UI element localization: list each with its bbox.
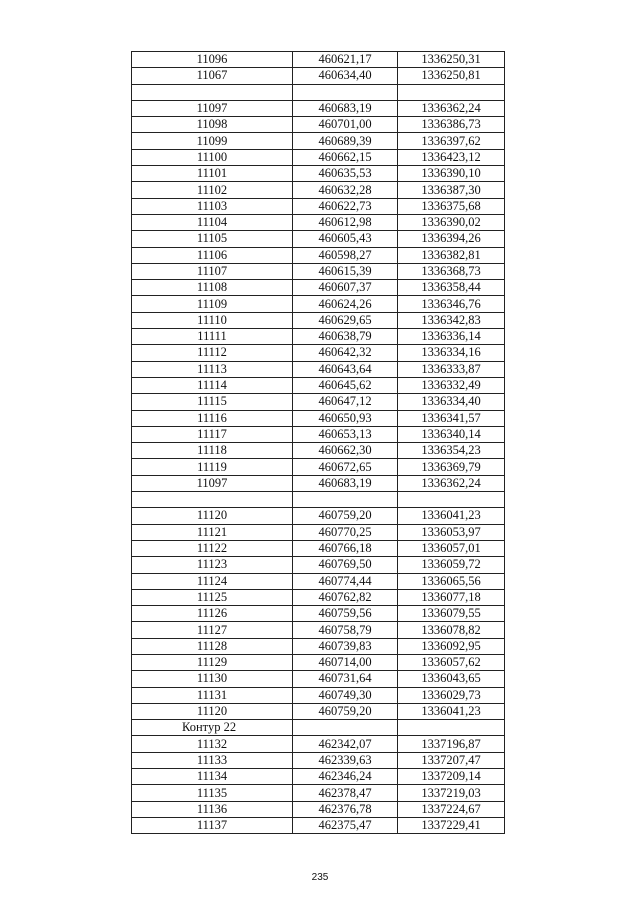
x-coordinate-cell: 460701,00 [293, 117, 398, 133]
table-row [132, 247, 505, 263]
table-row [132, 296, 505, 312]
point-number-cell: 11120 [132, 703, 293, 719]
x-coordinate-cell: 460634,40 [293, 68, 398, 84]
point-number-cell: 11111 [132, 329, 293, 345]
x-coordinate-cell: 460689,39 [293, 133, 398, 149]
table-row [132, 769, 505, 785]
table-row [132, 508, 505, 524]
x-coordinate-cell: 460638,79 [293, 329, 398, 345]
y-coordinate-cell: 1336369,79 [398, 459, 505, 475]
point-number-cell: 11067 [132, 68, 293, 84]
point-number-cell: 11110 [132, 312, 293, 328]
x-coordinate-cell: 460624,26 [293, 296, 398, 312]
table-row [132, 345, 505, 361]
x-coordinate-cell: 460605,43 [293, 231, 398, 247]
point-number-cell: 11129 [132, 654, 293, 670]
point-number-cell: 11097 [132, 475, 293, 491]
point-number-cell: 11121 [132, 524, 293, 540]
table-row [132, 68, 505, 84]
point-number-cell: 11116 [132, 410, 293, 426]
table-row [132, 443, 505, 459]
point-number-cell: 11137 [132, 817, 293, 833]
x-coordinate-cell: 460662,30 [293, 443, 398, 459]
x-coordinate-cell: 460647,12 [293, 394, 398, 410]
y-coordinate-cell: 1336368,73 [398, 263, 505, 279]
x-coordinate-cell [293, 84, 398, 100]
y-coordinate-cell: 1336336,14 [398, 329, 505, 345]
y-coordinate-cell: 1337209,14 [398, 769, 505, 785]
x-coordinate-cell: 460662,15 [293, 149, 398, 165]
y-coordinate-cell: 1337224,67 [398, 801, 505, 817]
y-coordinate-cell: 1336346,76 [398, 296, 505, 312]
point-number-cell: 11115 [132, 394, 293, 410]
x-coordinate-cell: 460774,44 [293, 573, 398, 589]
table-row [132, 687, 505, 703]
page-number: 235 [311, 872, 329, 883]
point-number-cell: 11107 [132, 263, 293, 279]
table-row [132, 394, 505, 410]
point-number-cell: 11134 [132, 769, 293, 785]
point-number-cell: 11136 [132, 801, 293, 817]
point-number-cell: 11109 [132, 296, 293, 312]
table-row [132, 182, 505, 198]
table-row [132, 263, 505, 279]
x-coordinate-cell: 462342,07 [293, 736, 398, 752]
x-coordinate-cell: 460770,25 [293, 524, 398, 540]
y-coordinate-cell: 1336057,62 [398, 654, 505, 670]
point-number-cell: 11128 [132, 638, 293, 654]
x-coordinate-cell [293, 492, 398, 508]
y-coordinate-cell: 1336382,81 [398, 247, 505, 263]
table-body [132, 52, 505, 834]
point-number-cell: 11099 [132, 133, 293, 149]
x-coordinate-cell: 460758,79 [293, 622, 398, 638]
point-number-cell: 11127 [132, 622, 293, 638]
y-coordinate-cell: 1336342,83 [398, 312, 505, 328]
point-number-cell: 11117 [132, 426, 293, 442]
table-row [132, 231, 505, 247]
table-row [132, 410, 505, 426]
point-number-cell: 11120 [132, 508, 293, 524]
y-coordinate-cell: 1336340,14 [398, 426, 505, 442]
x-coordinate-cell: 460749,30 [293, 687, 398, 703]
table-row [132, 671, 505, 687]
point-number-cell: 11118 [132, 443, 293, 459]
x-coordinate-cell: 460607,37 [293, 280, 398, 296]
y-coordinate-cell [398, 720, 505, 736]
table-row [132, 166, 505, 182]
point-number-cell: 11130 [132, 671, 293, 687]
y-coordinate-cell: 1336079,55 [398, 606, 505, 622]
y-coordinate-cell: 1336333,87 [398, 361, 505, 377]
table-row [132, 752, 505, 768]
x-coordinate-cell: 460650,93 [293, 410, 398, 426]
table-row [132, 377, 505, 393]
y-coordinate-cell: 1336394,26 [398, 231, 505, 247]
x-coordinate-cell: 460612,98 [293, 214, 398, 230]
point-number-cell: 11106 [132, 247, 293, 263]
x-coordinate-cell: 460615,39 [293, 263, 398, 279]
x-coordinate-cell: 460766,18 [293, 540, 398, 556]
point-number-cell: 11096 [132, 52, 293, 68]
y-coordinate-cell: 1336387,30 [398, 182, 505, 198]
table-row [132, 492, 505, 508]
x-coordinate-cell: 462375,47 [293, 817, 398, 833]
table-row [132, 606, 505, 622]
y-coordinate-cell: 1336065,56 [398, 573, 505, 589]
x-coordinate-cell: 460598,27 [293, 247, 398, 263]
point-number-cell: 11133 [132, 752, 293, 768]
point-number-cell: 11102 [132, 182, 293, 198]
point-number-cell: 11132 [132, 736, 293, 752]
point-number-cell: 11103 [132, 198, 293, 214]
x-coordinate-cell: 460643,64 [293, 361, 398, 377]
x-coordinate-cell: 460653,13 [293, 426, 398, 442]
point-number-cell [132, 492, 293, 508]
table-row [132, 117, 505, 133]
x-coordinate-cell: 460739,83 [293, 638, 398, 654]
table-row [132, 524, 505, 540]
point-number-cell: 11100 [132, 149, 293, 165]
point-number-cell: 11135 [132, 785, 293, 801]
x-coordinate-cell [293, 720, 398, 736]
point-number-cell [132, 84, 293, 100]
table-row [132, 540, 505, 556]
table-row [132, 84, 505, 100]
table-row [132, 736, 505, 752]
point-number-cell: 11125 [132, 589, 293, 605]
y-coordinate-cell: 1336057,01 [398, 540, 505, 556]
y-coordinate-cell: 1336250,31 [398, 52, 505, 68]
x-coordinate-cell: 460759,20 [293, 703, 398, 719]
coordinates-table [131, 51, 505, 834]
y-coordinate-cell: 1336358,44 [398, 280, 505, 296]
y-coordinate-cell: 1337207,47 [398, 752, 505, 768]
point-number-cell: 11098 [132, 117, 293, 133]
table-row [132, 703, 505, 719]
table-row [132, 214, 505, 230]
point-number-cell: 11097 [132, 100, 293, 116]
y-coordinate-cell: 1337229,41 [398, 817, 505, 833]
point-number-cell: 11101 [132, 166, 293, 182]
y-coordinate-cell [398, 84, 505, 100]
x-coordinate-cell: 460642,32 [293, 345, 398, 361]
table-row [132, 801, 505, 817]
y-coordinate-cell: 1336375,68 [398, 198, 505, 214]
table-row [132, 149, 505, 165]
y-coordinate-cell: 1336397,62 [398, 133, 505, 149]
x-coordinate-cell: 460759,20 [293, 508, 398, 524]
y-coordinate-cell: 1336362,24 [398, 475, 505, 491]
point-number-cell: 11113 [132, 361, 293, 377]
table-row [132, 720, 505, 736]
y-coordinate-cell: 1336043,65 [398, 671, 505, 687]
x-coordinate-cell: 460635,53 [293, 166, 398, 182]
table-row [132, 817, 505, 833]
table-row [132, 329, 505, 345]
point-number-cell: 11114 [132, 377, 293, 393]
y-coordinate-cell: 1336386,73 [398, 117, 505, 133]
y-coordinate-cell: 1337196,87 [398, 736, 505, 752]
x-coordinate-cell: 460769,50 [293, 557, 398, 573]
y-coordinate-cell: 1337219,03 [398, 785, 505, 801]
y-coordinate-cell: 1336059,72 [398, 557, 505, 573]
x-coordinate-cell: 460629,65 [293, 312, 398, 328]
x-coordinate-cell: 460632,28 [293, 182, 398, 198]
y-coordinate-cell: 1336077,18 [398, 589, 505, 605]
y-coordinate-cell: 1336250,81 [398, 68, 505, 84]
point-number-cell: 11119 [132, 459, 293, 475]
table-row [132, 52, 505, 68]
point-number-cell: 11123 [132, 557, 293, 573]
table-row [132, 280, 505, 296]
table-row [132, 198, 505, 214]
x-coordinate-cell: 460683,19 [293, 475, 398, 491]
point-number-cell: 11131 [132, 687, 293, 703]
x-coordinate-cell: 462376,78 [293, 801, 398, 817]
x-coordinate-cell: 462339,63 [293, 752, 398, 768]
x-coordinate-cell: 460714,00 [293, 654, 398, 670]
y-coordinate-cell: 1336362,24 [398, 100, 505, 116]
table-row [132, 361, 505, 377]
table-row [132, 459, 505, 475]
table-row [132, 654, 505, 670]
table-row [132, 622, 505, 638]
y-coordinate-cell: 1336092,95 [398, 638, 505, 654]
table-row [132, 638, 505, 654]
y-coordinate-cell: 1336341,57 [398, 410, 505, 426]
table-row [132, 785, 505, 801]
x-coordinate-cell: 460622,73 [293, 198, 398, 214]
x-coordinate-cell: 460759,56 [293, 606, 398, 622]
x-coordinate-cell: 460683,19 [293, 100, 398, 116]
x-coordinate-cell: 462378,47 [293, 785, 398, 801]
y-coordinate-cell: 1336334,40 [398, 394, 505, 410]
y-coordinate-cell: 1336354,23 [398, 443, 505, 459]
y-coordinate-cell: 1336053,97 [398, 524, 505, 540]
table-row [132, 475, 505, 491]
point-number-cell: 11105 [132, 231, 293, 247]
y-coordinate-cell: 1336332,49 [398, 377, 505, 393]
x-coordinate-cell: 460645,62 [293, 377, 398, 393]
point-number-cell: 11124 [132, 573, 293, 589]
y-coordinate-cell: 1336334,16 [398, 345, 505, 361]
x-coordinate-cell: 462346,24 [293, 769, 398, 785]
table-row [132, 100, 505, 116]
table-row [132, 426, 505, 442]
table-row [132, 312, 505, 328]
y-coordinate-cell: 1336078,82 [398, 622, 505, 638]
table-row [132, 557, 505, 573]
y-coordinate-cell: 1336029,73 [398, 687, 505, 703]
y-coordinate-cell: 1336390,10 [398, 166, 505, 182]
point-number-cell: Контур 22 [132, 720, 293, 736]
point-number-cell: 11108 [132, 280, 293, 296]
table-row [132, 589, 505, 605]
x-coordinate-cell: 460762,82 [293, 589, 398, 605]
table-row [132, 133, 505, 149]
y-coordinate-cell: 1336041,23 [398, 703, 505, 719]
y-coordinate-cell: 1336041,23 [398, 508, 505, 524]
y-coordinate-cell: 1336390,02 [398, 214, 505, 230]
x-coordinate-cell: 460621,17 [293, 52, 398, 68]
x-coordinate-cell: 460672,65 [293, 459, 398, 475]
y-coordinate-cell [398, 492, 505, 508]
y-coordinate-cell: 1336423,12 [398, 149, 505, 165]
point-number-cell: 11126 [132, 606, 293, 622]
point-number-cell: 11122 [132, 540, 293, 556]
table-row [132, 573, 505, 589]
point-number-cell: 11104 [132, 214, 293, 230]
x-coordinate-cell: 460731,64 [293, 671, 398, 687]
point-number-cell: 11112 [132, 345, 293, 361]
